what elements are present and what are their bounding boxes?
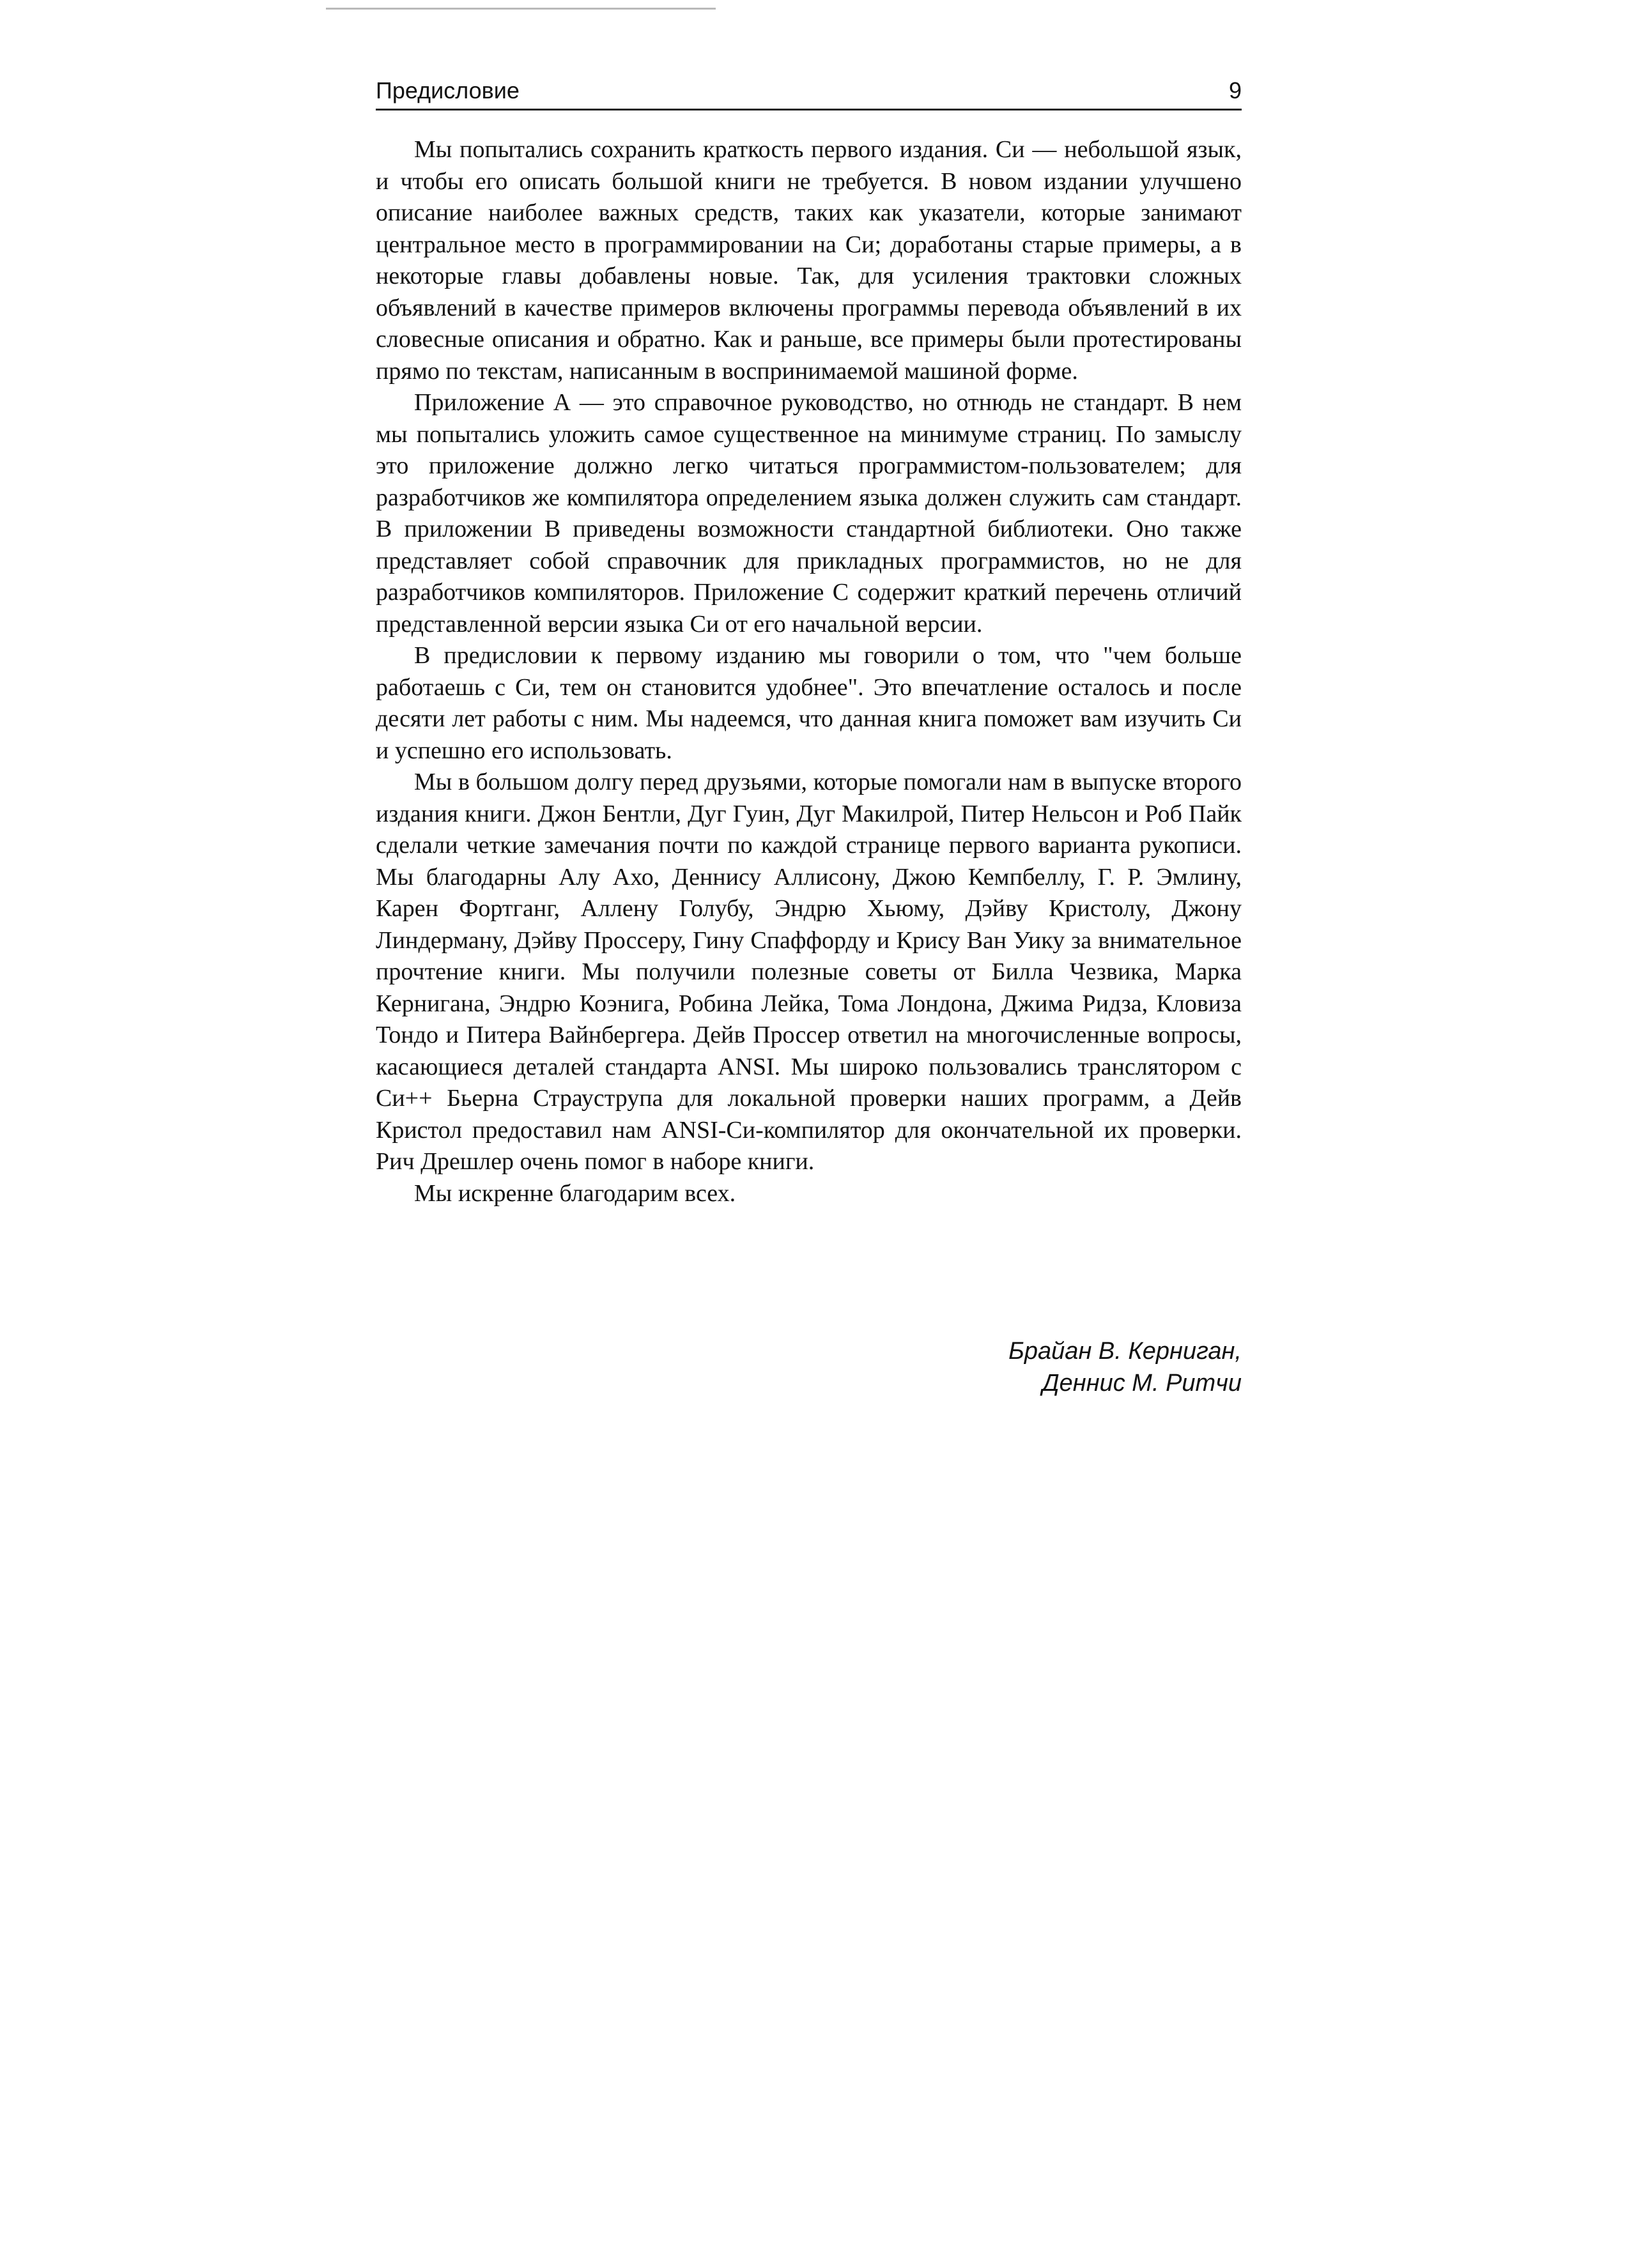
- paragraph-acknowledgements: Мы в большом долгу перед друзьями, которые помогали нам в выпуске второго издания книги. Джон Бентли, Дуг Гуин, Дуг Макилрой, Питер Нельсон и Роб Пайк сделали четкие замечания почти по каждой странице первого варианта рукописи. Мы благодарны Алу Ахо, Деннису Аллисону, Джою Кемпбеллу, Г. Р. Эмлину, Карен Фортганг, Аллену Голубу, Эндрю Хьюму, Дэйву Кристолу, Джону Линдерману, Дэйву Проссеру, Гину Спаффорду и Крису Ван Уику за внимательное прочтение книги. Мы получили полезные советы от Билла Чезвика, Марка Кернигана, Эндрю Коэнига, Робина Лейка, Тома Лондона, Джима Ридза, Кловиза Тондо и Питера Вайнбергера. Дейв Проссер ответил на многочисленные вопросы, касающиеся деталей стандарта ANSI. Мы широко пользовались транслятором с Си++ Бьерна Страуструпа для локальной проверки наших программ, а Дейв Кристол предоставил нам ANSI-Си-компилятор для окончательной их проверки. Рич Дрешлер очень помог в наборе книги.: [376, 769, 1242, 1175]
- section-title: Предисловие: [376, 77, 520, 103]
- paragraph-first-edition-brevity: Мы попытались сохранить краткость первого издания. Си — небольшой язык, и чтобы его описать большой книги не требуется. В новом издании улучшено описание наиболее важных средств, таких как указатели, которые занимают центральное место в программировании на Си; доработаны старые примеры, а в некоторые главы добавлены новые. Так, для усиления трактовки сложных объявлений в качестве примеров включены программы перевода объявлений в их словесные описания и обратно. Как и раньше, все примеры были протестированы прямо по текстам, написанным в воспринимаемой машиной форме.: [376, 136, 1242, 385]
- paragraph-appendix-a: Приложение А — это справочное руководство, но отнюдь не стандарт. В нем мы попытались уложить самое существенное на минимуме страниц. По замыслу это приложение должно легко читаться программистом-пользователем; для разработчиков же компилятора определением языка должен служить сам стандарт. В приложении В приведены возможности стандартной библиотеки. Оно также представляет собой справочник для прикладных программистов, но не для разработчиков компиляторов. Приложение С содержит краткий перечень отличий представленной версии языка Си от его начальной версии.: [376, 389, 1242, 638]
- page-number: 9: [1228, 77, 1242, 103]
- body-text: [376, 134, 1242, 1209]
- paragraph-thanks: Мы искренне благодарим всех.: [414, 1179, 736, 1207]
- author-kernighan: Брайан В. Керниган,: [1008, 1338, 1242, 1365]
- author-signature: [1008, 1335, 1242, 1399]
- author-ritchie: Деннис М. Ритчи: [1042, 1370, 1242, 1397]
- paragraph-first-preface: В предисловии к первому изданию мы говорили о том, что "чем больше работаешь с Си, тем он становится удобнее". Это впечатление осталось и после десяти лет работы с ним. Мы надеемся, что данная книга поможет вам изучить Си и успешно его использовать.: [376, 642, 1242, 764]
- top-edge-rule: [326, 8, 716, 10]
- running-header: [376, 75, 1242, 111]
